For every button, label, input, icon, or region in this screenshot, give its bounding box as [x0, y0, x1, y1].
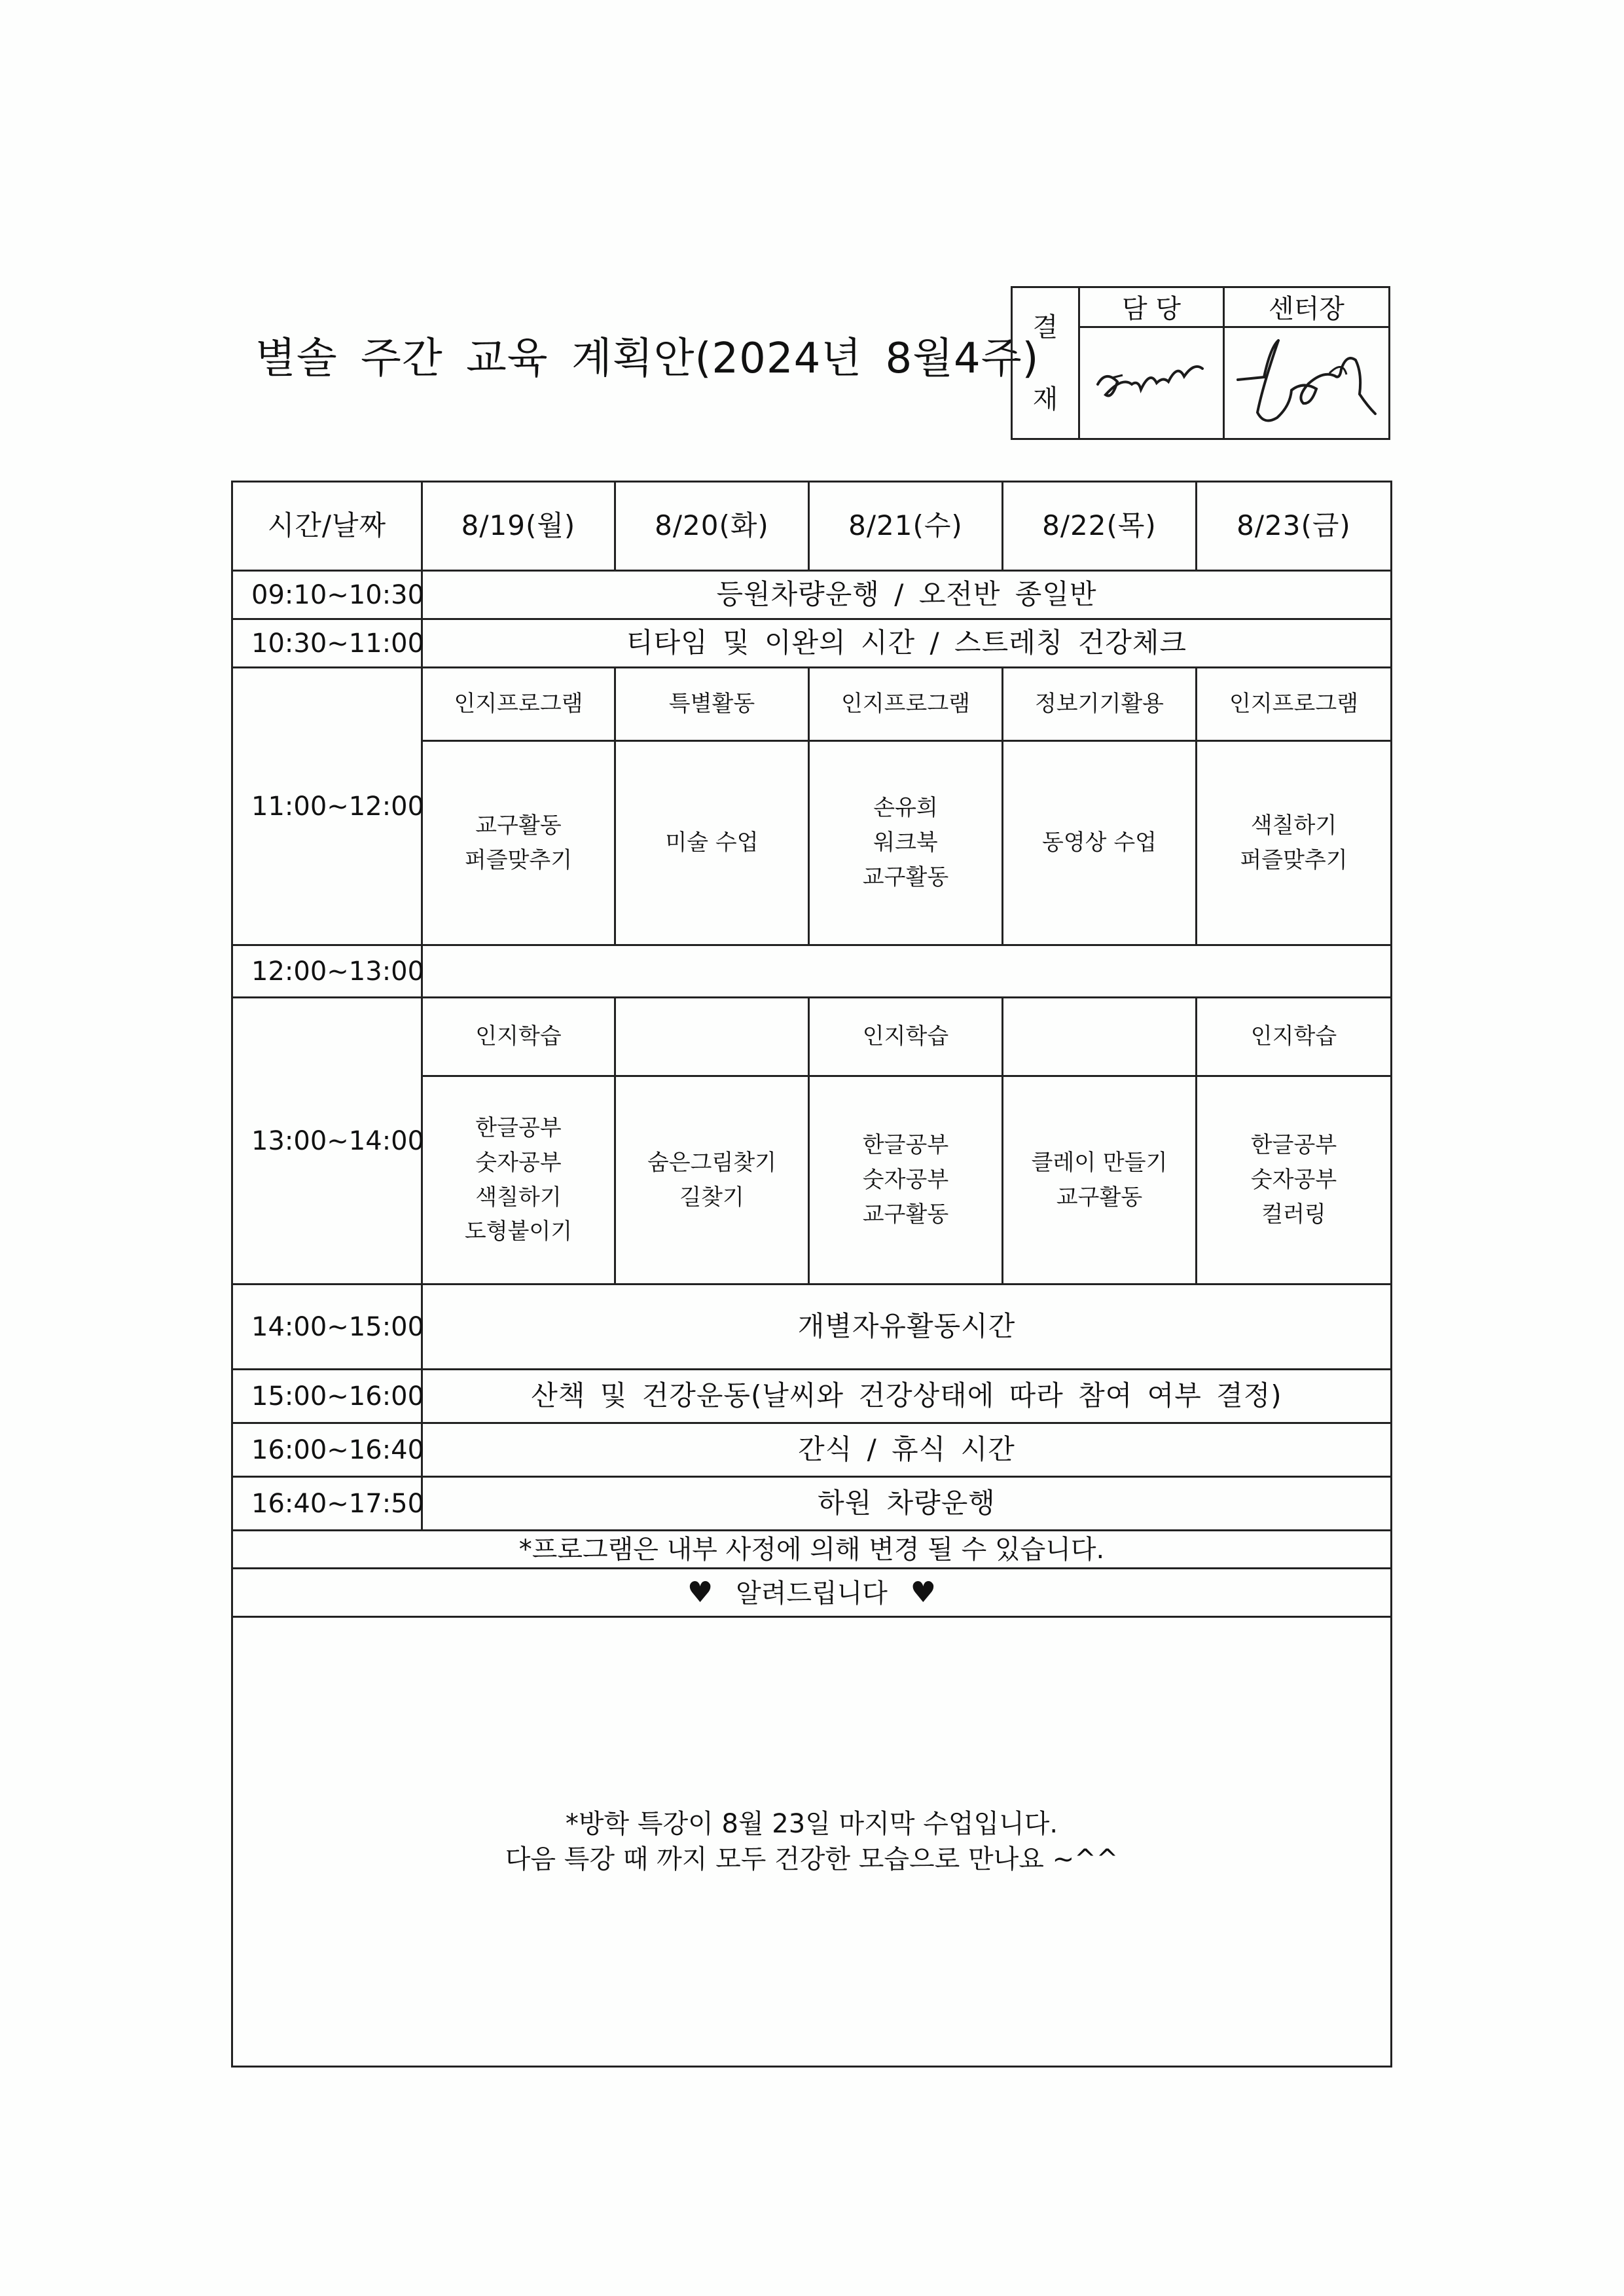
- activity-cell: [615, 741, 809, 945]
- activity-line: 길찾기: [679, 1184, 744, 1211]
- activity-line: 교구활동: [475, 812, 562, 839]
- time-cell: 13:00~14:00: [232, 998, 422, 1285]
- footnote: *프로그램은 내부 사정에 의해 변경 될 수 있습니다.: [232, 1531, 1392, 1569]
- activity-line: 교구활동: [1056, 1184, 1143, 1211]
- table-row: [232, 945, 1392, 998]
- notice-line: 다음 특강 때 까지 모두 건강한 모습으로 만나요 ~^^: [505, 1844, 1119, 1874]
- activity-line: 미술 수업: [665, 829, 759, 856]
- activity-line: 색칠하기: [475, 1184, 562, 1211]
- program-cell: 인지프로그램: [809, 668, 1003, 741]
- approval-box: [1011, 286, 1390, 440]
- table-row: [232, 1477, 1392, 1531]
- header-time-date: 시간/날짜: [232, 482, 422, 571]
- approval-role-director: 센터장: [1224, 287, 1390, 327]
- activity-line: 숫자공부: [475, 1149, 562, 1176]
- header-day-fri: 8/23(금): [1197, 482, 1392, 571]
- activity-line: 퍼즐맞추기: [464, 847, 573, 873]
- notice-heading: 알려드립니다: [736, 1578, 888, 1609]
- program-cell: 인지프로그램: [422, 668, 615, 741]
- activity-cell: [1197, 1076, 1392, 1285]
- activity-cell: [422, 945, 1392, 998]
- header-row: [232, 482, 1392, 571]
- activity-cell: [422, 1076, 615, 1285]
- program-cell: 인지프로그램: [1197, 668, 1392, 741]
- activity-cell: [615, 1076, 809, 1285]
- signature-director-mark: [1231, 334, 1382, 432]
- activity-line: 숨은그림찾기: [647, 1149, 777, 1176]
- signature-director: [1224, 327, 1390, 439]
- activity-line: 워크북: [873, 829, 938, 856]
- activity-line: 한글공부: [862, 1132, 949, 1159]
- activity-cell: [1197, 741, 1392, 945]
- activity-line: 숫자공부: [862, 1167, 949, 1194]
- schedule-table: [231, 481, 1392, 2068]
- activity-cell: 개별자유활동시간: [422, 1285, 1392, 1370]
- table-row: [232, 1285, 1392, 1370]
- time-cell: 09:10~10:30: [232, 571, 422, 619]
- time-cell: 14:00~15:00: [232, 1285, 422, 1370]
- program-cell: 인지학습: [1197, 998, 1392, 1076]
- header-day-wed: 8/21(수): [809, 482, 1003, 571]
- activity-line: 교구활동: [862, 1201, 949, 1228]
- signature-manager-mark: [1086, 344, 1217, 422]
- table-row: [232, 619, 1392, 668]
- activity-line: 한글공부: [475, 1115, 562, 1142]
- time-cell: 10:30~11:00: [232, 619, 422, 668]
- approval-label: [1012, 287, 1079, 439]
- approval-label-top: 결: [1032, 312, 1058, 342]
- activity-cell: [422, 741, 615, 945]
- notice-body-row: [232, 1617, 1392, 2067]
- table-row: [232, 1423, 1392, 1477]
- table-row: [232, 998, 1392, 1076]
- heart-icon: ♥: [910, 1575, 937, 1609]
- activity-line: 숫자공부: [1250, 1167, 1337, 1194]
- header-day-mon: 8/19(월): [422, 482, 615, 571]
- notice-body: [232, 1617, 1392, 2067]
- document-title: 별솔 주간 교육 계획안(2024년 8월4주): [255, 335, 1039, 383]
- program-cell: 인지학습: [422, 998, 615, 1076]
- footnote-row: [232, 1531, 1392, 1569]
- activity-cell: 산책 및 건강운동(날씨와 건강상태에 따라 참여 여부 결정): [422, 1370, 1392, 1423]
- activity-line: 한글공부: [1250, 1132, 1337, 1159]
- program-cell: [615, 998, 809, 1076]
- activity-line: 색칠하기: [1250, 812, 1337, 839]
- program-cell: [1003, 998, 1197, 1076]
- activity-line: 교구활동: [862, 864, 949, 890]
- approval-role-manager: 담 당: [1079, 287, 1224, 327]
- signature-manager: [1079, 327, 1224, 439]
- heart-icon: ♥: [687, 1575, 713, 1609]
- header-day-thu: 8/22(목): [1003, 482, 1197, 571]
- table-row: [232, 571, 1392, 619]
- activity-line: 클레이 만들기: [1031, 1149, 1168, 1176]
- approval-label-bottom: 재: [1032, 384, 1058, 414]
- table-row: [232, 1370, 1392, 1423]
- activity-cell: [1003, 1076, 1197, 1285]
- activity-line: 퍼즐맞추기: [1240, 847, 1348, 873]
- activity-cell: 하원 차량운행: [422, 1477, 1392, 1531]
- activity-line: 컬러링: [1261, 1201, 1326, 1228]
- program-cell: 특별활동: [615, 668, 809, 741]
- activity-cell: [809, 1076, 1003, 1285]
- activity-cell: 등원차량운행 / 오전반 종일반: [422, 571, 1392, 619]
- activity-cell: [809, 741, 1003, 945]
- activity-line: 동영상 수업: [1041, 829, 1157, 856]
- activity-cell: [1003, 741, 1197, 945]
- activity-cell: 티타임 및 이완의 시간 / 스트레칭 건강체크: [422, 619, 1392, 668]
- time-cell: 16:00~16:40: [232, 1423, 422, 1477]
- program-cell: 인지학습: [809, 998, 1003, 1076]
- notice-heading-cell: [232, 1569, 1392, 1617]
- activity-line: 손유희: [873, 795, 938, 822]
- header-day-tue: 8/20(화): [615, 482, 809, 571]
- program-cell: 정보기기활용: [1003, 668, 1197, 741]
- activity-cell: 간식 / 휴식 시간: [422, 1423, 1392, 1477]
- time-cell: 16:40~17:50: [232, 1477, 422, 1531]
- time-cell: 12:00~13:00: [232, 945, 422, 998]
- activity-line: 도형붙이기: [464, 1218, 573, 1245]
- notice-heading-row: [232, 1569, 1392, 1617]
- time-cell: 15:00~16:00: [232, 1370, 422, 1423]
- notice-line: *방학 특강이 8월 23일 마지막 수업입니다.: [565, 1809, 1058, 1839]
- table-row: [232, 668, 1392, 741]
- time-cell: 11:00~12:00: [232, 668, 422, 945]
